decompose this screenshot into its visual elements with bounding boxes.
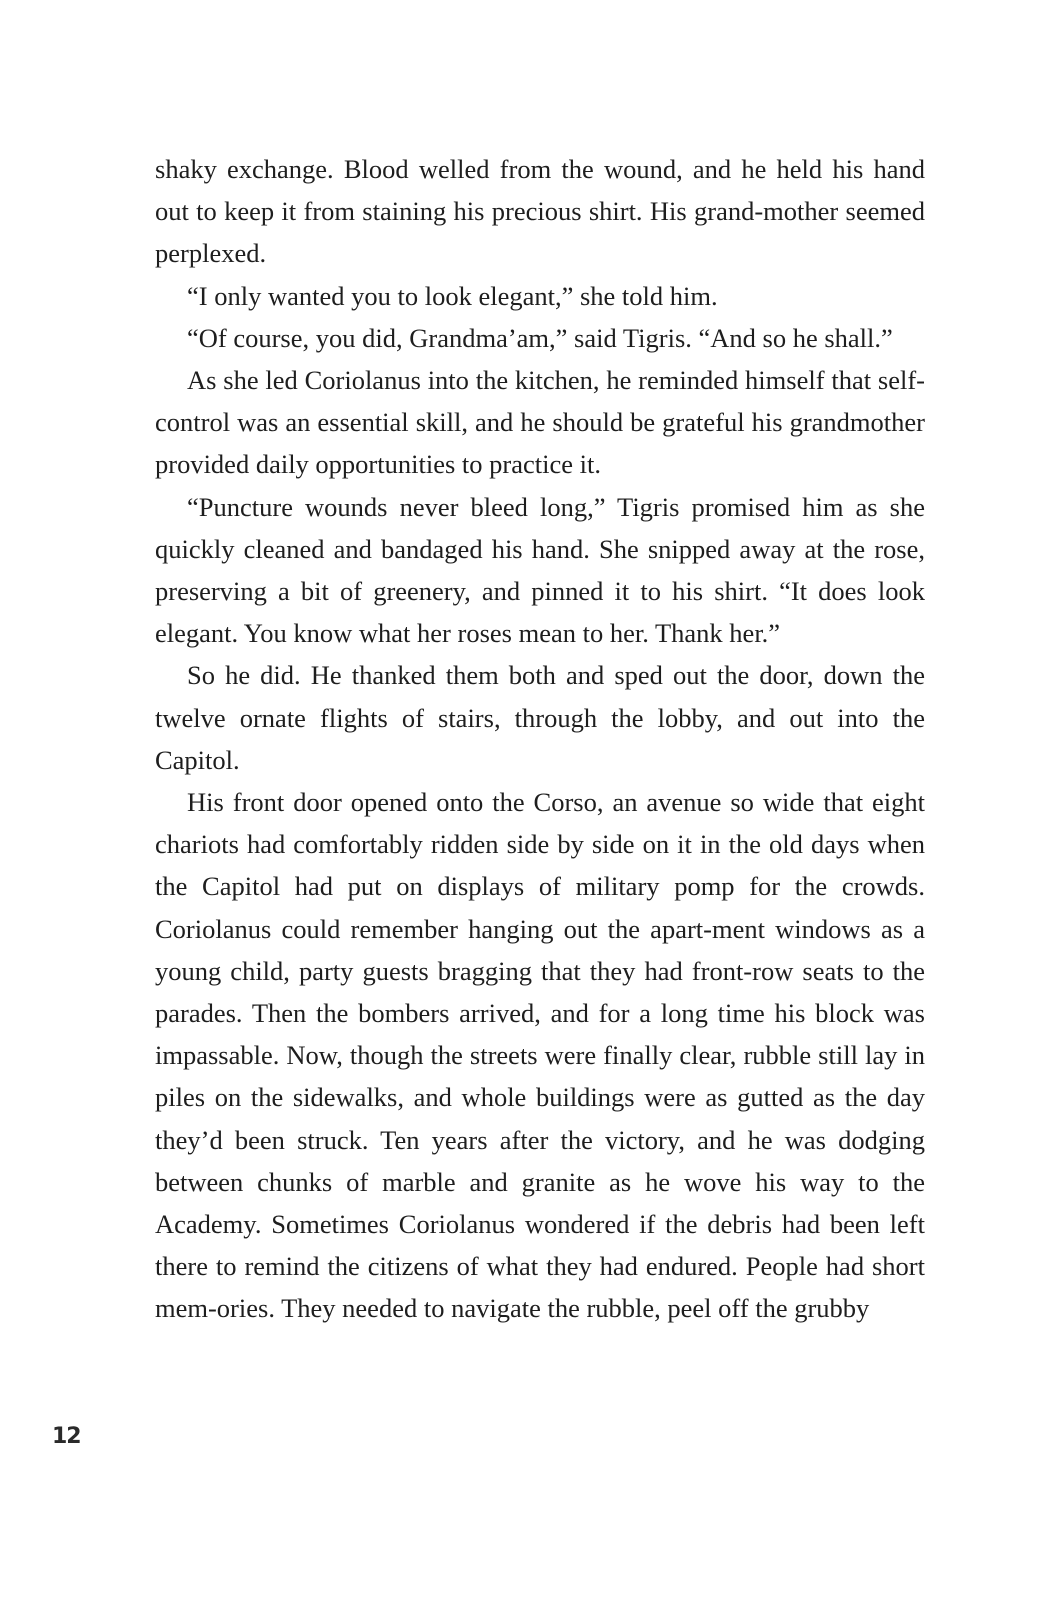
paragraph-1: shaky exchange. Blood welled from the wound, and he held his hand out to keep it from staining his precious shirt. His grand-mother seemed perplexed. xyxy=(155,154,925,269)
paragraph-5: “Puncture wounds never bleed long,” Tigris promised him as she quickly cleaned and bandaged his hand. She snipped away at the rose, preserving a bit of greenery, and pinned it to his shirt. “It does look elegant. You know what her roses mean to her. Thank her.” xyxy=(155,491,925,649)
paragraph-7: His front door opened onto the Corso, an avenue so wide that eight chariots had comfortably ridden side by side on it in the old days when the Capitol had put on displays of military pomp for the crowds. Coriolanus could remember hanging out the apart-ment windows as a young child, party guests bragging that they had front-row seats to the parades. Then the bombers arrived, and for a long time his block was impassable. Now, though the streets were finally clear, rubble still lay in piles on the sidewalks, and whole buildings were as gutted as the day they’d been struck. Ten years after the victory, and he was dodging between chunks of marble and granite as he wove his way to the Academy. Sometimes Coriolanus wondered if the debris had been left there to remind the citizens of what they had endured. People had short mem-ories. They needed to navigate the rubble, peel off the grubby xyxy=(155,787,925,1324)
body-text xyxy=(155,148,925,1330)
paragraph-4: As she led Coriolanus into the kitchen, he reminded himself that self-control was an essential skill, and he should be grateful his grandmother provided daily opportunities to practice it. xyxy=(155,365,925,480)
page-number: 12 xyxy=(52,1424,81,1449)
paragraph-3: “Of course, you did, Grandma’am,” said Tigris. “And so he shall.” xyxy=(187,322,893,353)
paragraph-2: “I only wanted you to look elegant,” she told him. xyxy=(187,280,718,311)
paragraph-6: So he did. He thanked them both and sped out the door, down the twelve ornate flights of stairs, through the lobby, and out into the Capitol. xyxy=(155,660,925,775)
